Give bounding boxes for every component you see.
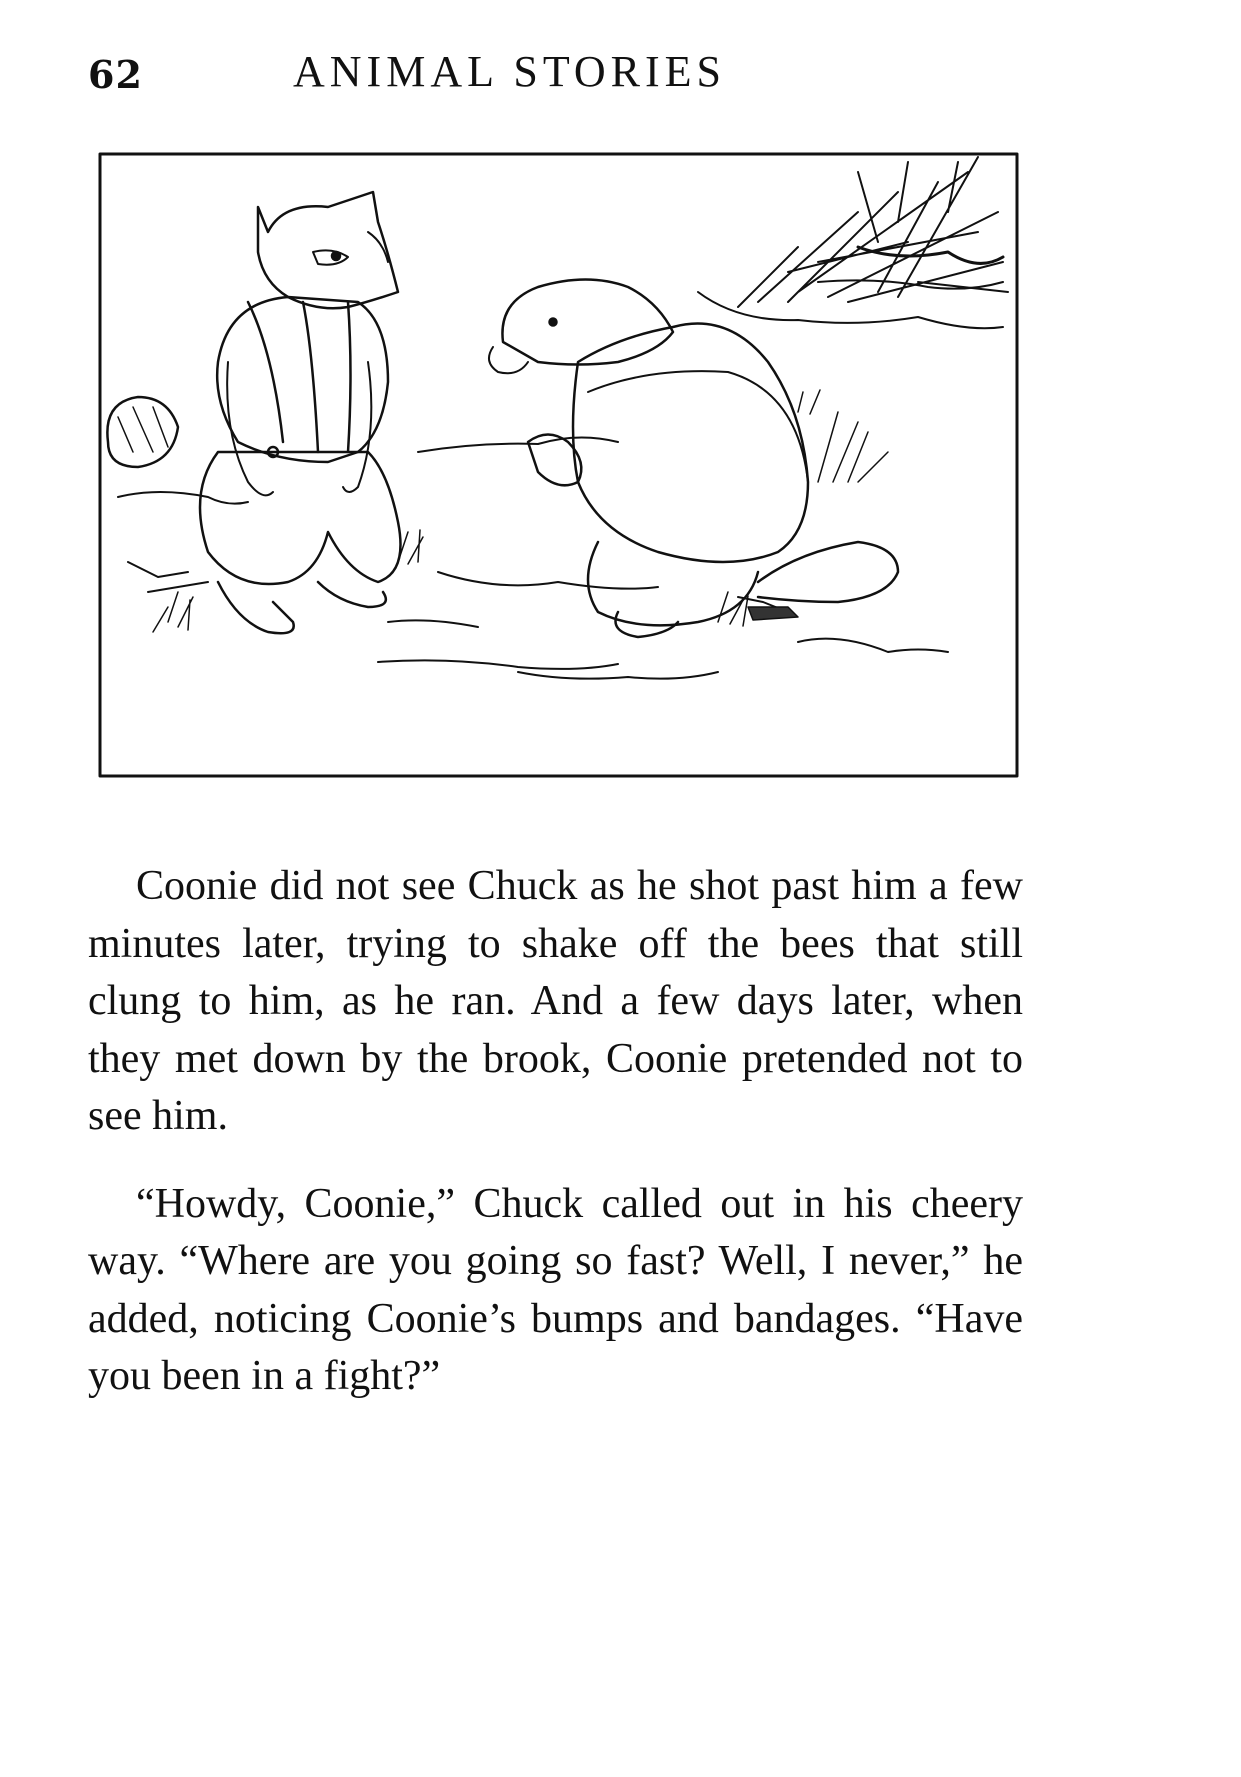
illustration — [98, 152, 1019, 778]
brush-pile — [738, 157, 1008, 307]
grass-tufts — [153, 390, 888, 632]
paragraph-1: Coonie did not see Chuck as he shot past him a few minutes later, trying to shake off the bees that still clung to him, as he ran. And a few days later, when they met down by the brook, Coonie pretended not to see him. — [88, 863, 1023, 1139]
page-header — [88, 46, 868, 106]
page-number: 62 — [88, 52, 143, 97]
illustration-frame — [100, 154, 1017, 776]
paragraph-2: “Howdy, Coonie,” Chuck called out in his cheery way. “Where are you going so fast? Well, I never,” he added, noticing Coonie’s bumps and bandages. “Have you been in a fight?” — [88, 1180, 1023, 1399]
body-text — [88, 858, 1023, 1406]
raccoon-figure — [107, 192, 400, 633]
running-head: ANIMAL STORIES — [293, 47, 727, 96]
